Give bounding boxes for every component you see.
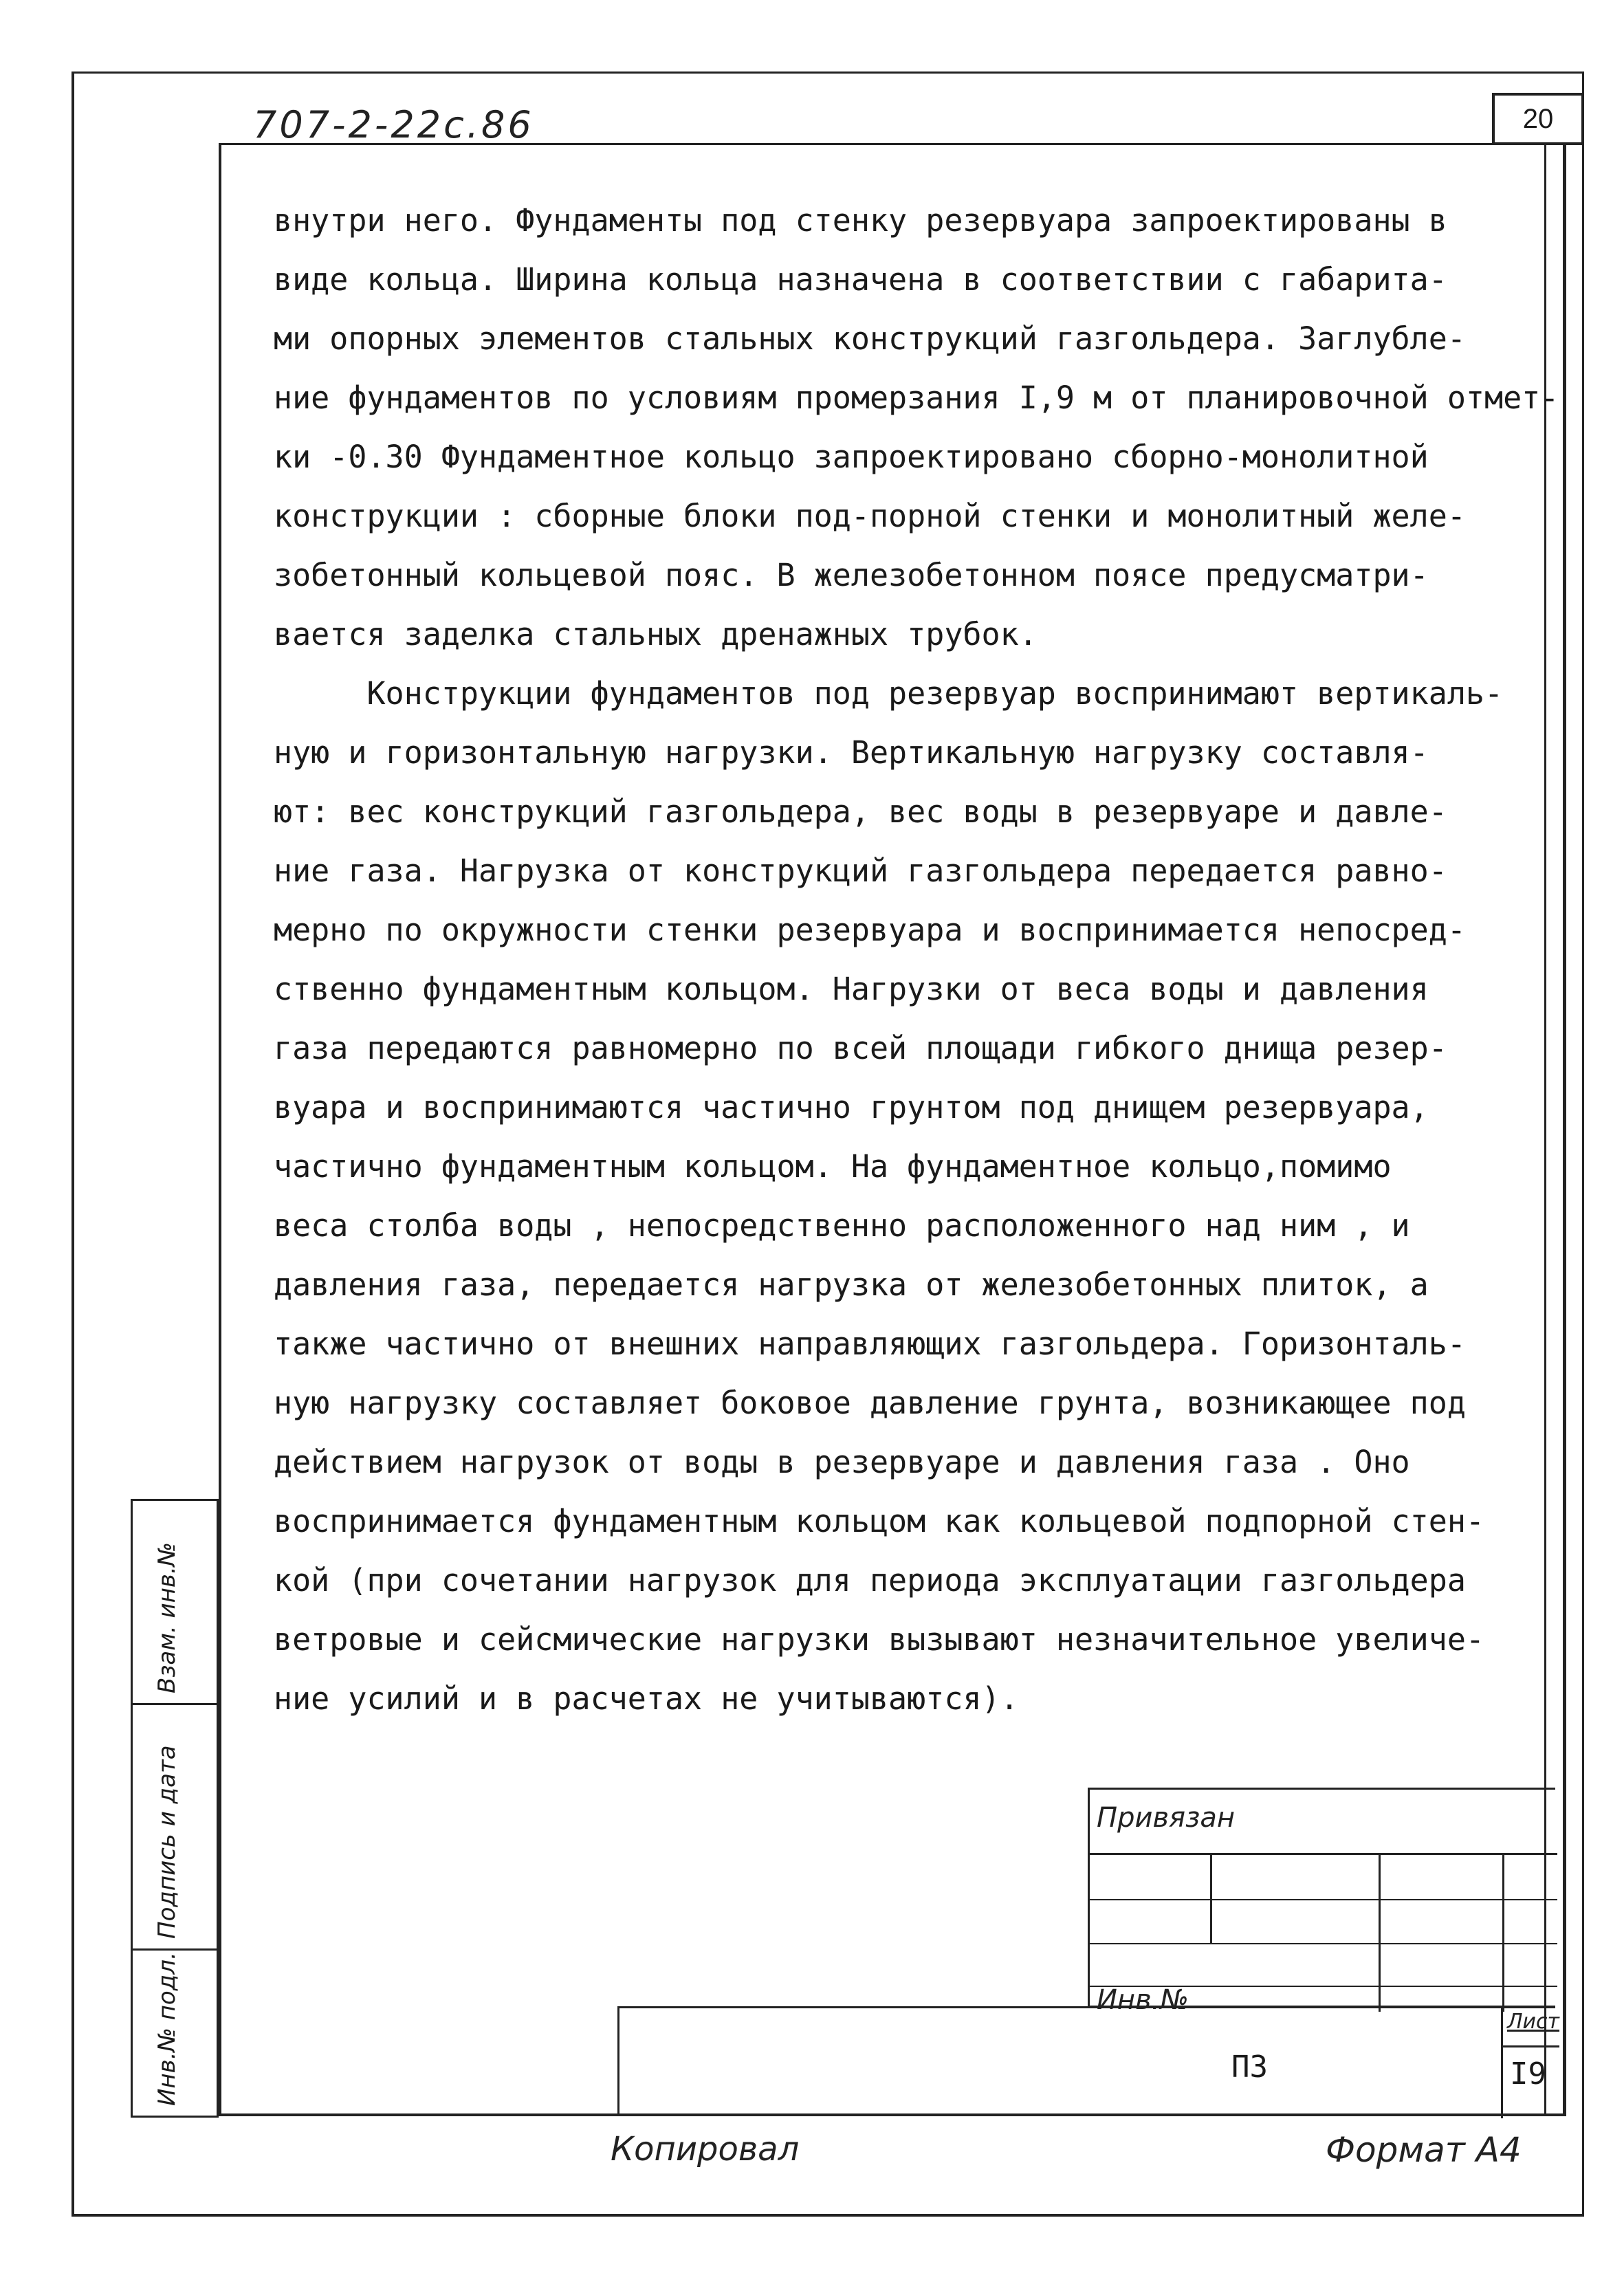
text-line: частично фундаментным кольцом. На фундаментное кольцо,помимо [274,1148,1392,1185]
text-line: Конструкции фундаментов под резервуар воспринимают вертикаль- [274,675,1504,712]
grid-line [1503,2045,1559,2047]
doc-type: ПЗ [1231,2050,1268,2085]
side-stamp-vzam-box [131,1499,219,1705]
text-line: ветровые и сейсмические нагрузки вызывают незначительное увеличе- [274,1621,1484,1658]
text-line: также частично от внешних направляющих газгольдера. Горизонталь- [274,1326,1466,1362]
text-line: ние усилий и в расчетах не учитываются). [274,1680,1019,1717]
text-line: ние газа. Нагрузка от конструкций газгольдера передается равно- [274,853,1447,889]
title-grid [1090,1853,1557,2016]
text-line: мерно по окружности стенки резервуара и воспринимается непосред- [274,912,1466,948]
grid-line [1090,1899,1557,1900]
kopiroval-label: Копировал [611,2130,800,2168]
sheet-number-box [1492,93,1584,145]
text-line: ную и горизонтальную нагрузки. Вертикальную нагрузку составля- [274,734,1429,771]
podpis-data-label: Подпись и дата [153,1745,181,1939]
sheet-number: 20 [1522,103,1554,134]
text-line: веса столба воды , непосредственно расположенного над ним , и [274,1207,1410,1244]
side-stamp-inv-box [131,1948,219,2118]
text-line: ки -0.30 Фундаментное кольцо запроектировано сборно-монолитной [274,439,1429,475]
list-cell [1501,2008,1560,2118]
text-line: ственно фундаментным кольцом. Нагрузки от веса воды и давления [274,971,1429,1007]
text-line: вается заделка стальных дренажных трубок. [274,616,1038,652]
grid-line [1502,1855,1504,2012]
text-line: зобетонный кольцевой пояс. В железобетонном поясе предусматри- [274,557,1429,593]
text-line: виде кольца. Ширина кольца назначена в соответствии с габарита- [274,261,1447,298]
text-line: действием нагрузок от воды в резервуаре и давления газа . Оно [274,1444,1410,1480]
text-line: ми опорных элементов стальных конструкций газгольдера. Заглубле- [274,320,1466,357]
page-number: I9 [1510,2056,1546,2091]
side-stamp-podpis-box [131,1703,219,1951]
text-line: ние фундаментов по условиям промерзания I,9 м от планировочной отмет- [274,380,1559,416]
grid-line [1210,1855,1212,1943]
title-block-upper [1088,1788,1555,2016]
inv-no-label: Инв.№ [1097,1984,1189,2016]
text-line: внутри него. Фундаменты под стенку резервуара запроектированы в [274,202,1447,239]
format-label: Формат А4 [1326,2130,1522,2170]
text-line: газа передаются равномерно по всей площади гибкого днища резер- [274,1030,1447,1066]
text-line: ют: вес конструкций газгольдера, вес воды в резервуаре и давле- [274,793,1447,830]
document-code: 707-2-22с.86 [253,103,534,146]
vzam-inv-label: Взам. инв.№ [153,1541,181,1693]
inv-podl-label: Инв.№ подл. [153,1952,181,2106]
body-text [274,191,1559,1728]
text-line: конструкции : сборные блоки под-порной стенки и монолитный желе- [274,498,1466,534]
text-line: ную нагрузку составляет боковое давление грунта, возникающее под [274,1385,1466,1421]
grid-line [1090,1943,1557,1944]
privyazan-label: Привязан [1097,1802,1236,1834]
text-line: воспринимается фундаментным кольцом как кольцевой подпорной стен- [274,1503,1484,1539]
text-line: кой (при сочетании нагрузок для периода эксплуатации газгольдера [274,1562,1466,1599]
list-label: Лист [1507,2010,1560,2034]
grid-line [1379,1855,1381,2012]
side-stamp [131,1499,219,2118]
text-line: давления газа, передается нагрузка от железобетонных плиток, а [274,1266,1429,1303]
title-block-lower [617,2006,1560,2116]
text-line: вуара и воспринимаются частично грунтом под днищем резервуара, [274,1089,1429,1125]
